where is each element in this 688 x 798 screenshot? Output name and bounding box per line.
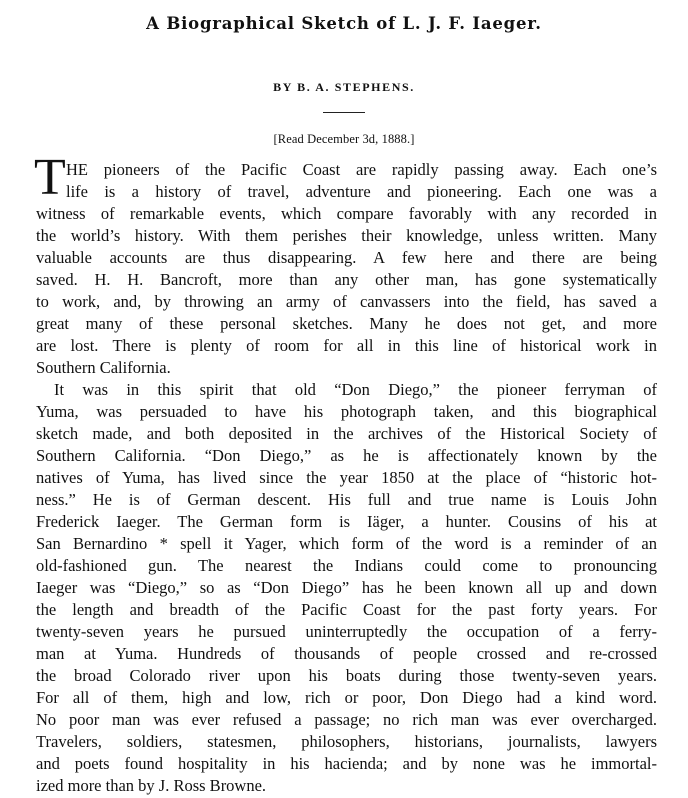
drop-cap: T xyxy=(34,149,66,206)
text-line: San Bernardino * spell it Yager, which form of the word is a reminder of an xyxy=(36,534,657,553)
text-line: It was in this spirit that old “Don Diego,” the pioneer ferryman of xyxy=(54,380,657,399)
text-line: Iaeger was “Diego,” so as “Don Diego” has he been known all up and down xyxy=(36,578,657,597)
text-line: great many of these personal sketches. Many he does not get, and more xyxy=(36,314,657,333)
text-line: the broad Colorado river upon his boats during those twenty-seven years. xyxy=(36,666,657,685)
text-line: Travelers, soldiers, statesmen, philosophers, historians, journalists, lawyers xyxy=(36,732,657,751)
text-line: are lost. There is plenty of room for all in this line of historical work in xyxy=(36,336,657,355)
separator-rule xyxy=(323,112,365,113)
text-line: sketch made, and both deposited in the archives of the Historical Society of xyxy=(36,424,657,443)
author-byline: BY B. A. STEPHENS. xyxy=(273,80,415,94)
text-line: ized more than by J. Ross Browne. xyxy=(36,776,267,795)
read-date: [Read December 3d, 1888.] xyxy=(273,132,415,146)
text-line: HE pioneers of the Pacific Coast are rapidly passing away. Each one’s xyxy=(66,160,657,179)
text-line: the length and breadth of the Pacific Coast for the past forty years. For xyxy=(36,600,657,619)
text-line: life is a history of travel, adventure and pioneering. Each one was a xyxy=(66,182,657,201)
text-line: For all of them, high and low, rich or poor, Don Diego had a kind word. xyxy=(36,688,657,707)
text-line: and poets found hospitality in his hacienda; and by none was he immortal- xyxy=(36,754,657,773)
article-title: A Biographical Sketch of L. J. F. Iaeger. xyxy=(146,14,542,33)
text-line: to work, and, by throwing an army of canvassers into the field, has saved a xyxy=(36,292,657,311)
text-line: natives of Yuma, has lived since the year 1850 at the place of “historic hot- xyxy=(36,468,657,487)
text-line: ness.” He is of German descent. His full and true name is Louis John xyxy=(36,490,657,509)
text-line: man at Yuma. Hundreds of thousands of people crossed and re-crossed xyxy=(36,644,657,663)
text-line: the world’s history. With them perishes their knowledge, unless written. Many xyxy=(36,226,657,245)
text-line: Southern California. xyxy=(36,358,171,377)
text-line: Southern California. “Don Diego,” as he is affectionately known by the xyxy=(36,446,657,465)
text-line: valuable accounts are thus disappearing. A few here and there are being xyxy=(36,248,657,267)
text-line: witness of remarkable events, which compare favorably with any recorded in xyxy=(36,204,657,223)
text-line: Yuma, was persuaded to have his photograph taken, and this biographical xyxy=(36,402,657,421)
text-line: Frederick Iaeger. The German form is Iäger, a hunter. Cousins of his at xyxy=(36,512,657,531)
text-line: old-fashioned gun. The nearest the Indians could come to pronouncing xyxy=(36,556,657,575)
text-line: No poor man was ever refused a passage; no rich man was ever overcharged. xyxy=(36,710,657,729)
text-line: twenty-seven years he pursued uninterruptedly the occupation of a ferry- xyxy=(36,622,657,641)
text-line: saved. H. H. Bancroft, more than any other man, has gone systematically xyxy=(36,270,657,289)
